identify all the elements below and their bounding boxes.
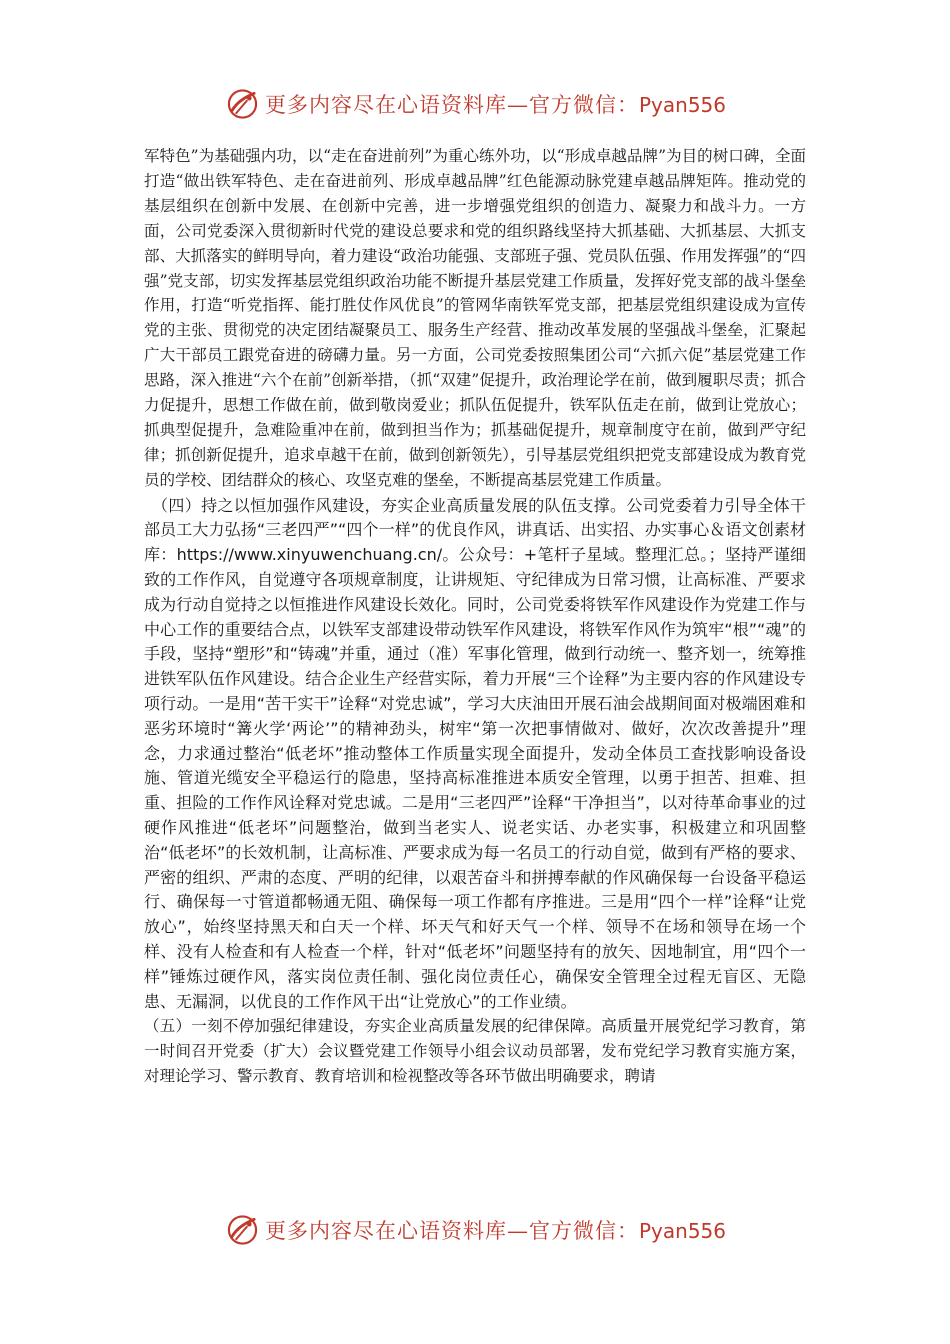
banner-wechat-id: Pyan556: [638, 93, 726, 117]
document-body: [144, 144, 806, 1089]
paragraph-work-style: （四）持之以恒加强作风建设，夯实企业高质量发展的队伍支撑。公司党委着力引导全体干部员工大力弘扬“三老四严”“四个一样”的优良作风，讲真话、出实招、办实事心＆语文创素材库：https://www.xinyuwenchuang.cn/。公众号：+笔杆子星域。整理汇总。；坚持严谨细致的工作作风，自觉遵守各项规章制度，让讲规矩、守纪律成为日常习惯，让高标准、严要求成为行动自觉持之以恒推进作风建设长效化。同时，公司党委将铁军作风建设作为党建工作与中心工作的重要结合点，以铁军支部建设带动铁军作风建设，将铁军作风作为筑牢“根”“魂”的手段，坚持“塑形”和“铸魂”并重，通过（准）军事化管理，做到行动统一、整齐划一，统筹推进铁军队伍作风建设。结合企业生产经营实际，着力开展“三个诠释”为主要内容的作风建设专项行动。一是用“苦干实干”诠释“对党忠诚”，学习大庆油田开展石油会战期间面对极端困难和恶劣环境时“篝火学‘两论’”的精神劲头，树牢“第一次把事情做对、做好，次次改善提升”理念，力求通过整治“低老坏”推动整体工作质量实现全面提升，发动全体员工查找影响设备设施、管道光缆安全平稳运行的隐患，坚持高标准推进本质安全管理，以勇于担苦、担难、担重、担险的工作作风诠释对党忠诚。二是用“三老四严”诠释“干净担当”，以对待革命事业的过硬作风推进“低老坏”问题整治，做到当老实人、说老实话、办老实事，积极建立和巩固整治“低老坏”的长效机制，让高标准、严要求成为每一名员工的行动自觉，做到有严格的要求、严密的组织、严肃的态度、严明的纪律，以艰苦奋斗和拼搏奉献的作风确保每一台设备平稳运行、确保每一寸管道都畅通无阻、确保每一项工作都有序推进。三是用“四个一样”诠释“让党放心”，始终坚持黑天和白天一个样、坏天气和好天气一个样、领导不在场和领导在场一个样、没有人检查和有人检查一个样，针对“低老坏”问题坚持有的放矢、因地制宜，用“四个一样”锤炼过硬作风，落实岗位责任制、强化岗位责任心，确保安全管理全过程无盲区、无隐患、无漏洞，以优良的工作作风干出“让党放心”的工作业绩。: [144, 495, 806, 1011]
banner-text: [265, 89, 726, 119]
paragraph-party-branch: 军特色”为基础强内功，以“走在奋进前列”为重心练外功，以“形成卓越品牌”为目的树口碑，全面打造“做出铁军特色、走在奋进前列、形成卓越品牌”红色能源动脉党建卓越品牌矩阵。推动党的基层组织在创新中发展、在创新中完善，进一步增强党组织的创造力、凝聚力和战斗力。一方面，公司党委深入贯彻新时代党的建设总要求和党的组织路线坚持大抓基础、大抓基层、大抓支部、大抓落实的鲜明导向，着力建设“政治功能强、支部班子强、党员队伍强、作用发挥强”的“四强”党支部，切实发挥基层党组织政治功能不断提升基层党建工作质量，发挥好党支部的战斗堡垒作用，打造“听党指挥、能打胜仗作风优良”的管网华南铁军党支部，把基层党组织建设成为宣传党的主张、贯彻党的决定团结凝聚员工、服务生产经营、推动改革发展的坚强战斗堡垒，汇聚起广大干部员工跟党奋进的磅礴力量。另一方面，公司党委按照集团公司“六抓六促”基层党建工作思路，深入推进“六个在前”创新举措，（抓“双建”促提升，政治理论学在前，做到履职尽责；抓合力促提升，思想工作做在前，做到敬岗爱业；抓队伍促提升，铁军队伍走在前，做到让党放心；抓典型促提升，急难险重冲在前，做到担当作为；抓基础促提升，规章制度守在前，做到严守纪律；抓创新促提升，追求卓越干在前，做到创新领先），引导基层党组织把党支部建设成为教育党员的学校、团结群众的核心、攻坚克难的堡垒，不断提高基层党建工作质量。: [144, 147, 806, 489]
banner-main-text: 更多内容尽在心语资料库—官方微信：: [264, 93, 639, 117]
pen-logo-icon: [226, 1213, 259, 1247]
footer-watermark-banner: [226, 1210, 726, 1250]
banner-wechat-id: Pyan556: [638, 1219, 726, 1243]
banner-text: [265, 1215, 726, 1245]
header-watermark-banner: [226, 84, 726, 124]
pen-logo-icon: [226, 87, 259, 121]
paragraph-discipline: （五）一刻不停加强纪律建设，夯实企业高质量发展的纪律保障。高质量开展党纪学习教育，第一时间召开党委（扩大）会议暨党建工作领导小组会议动员部署，发布党纪学习教育实施方案，对理论学习、警示教育、教育培训和检视整改等各环节做出明确要求，聘请: [144, 1017, 806, 1086]
banner-main-text: 更多内容尽在心语资料库—官方微信：: [264, 1219, 639, 1243]
